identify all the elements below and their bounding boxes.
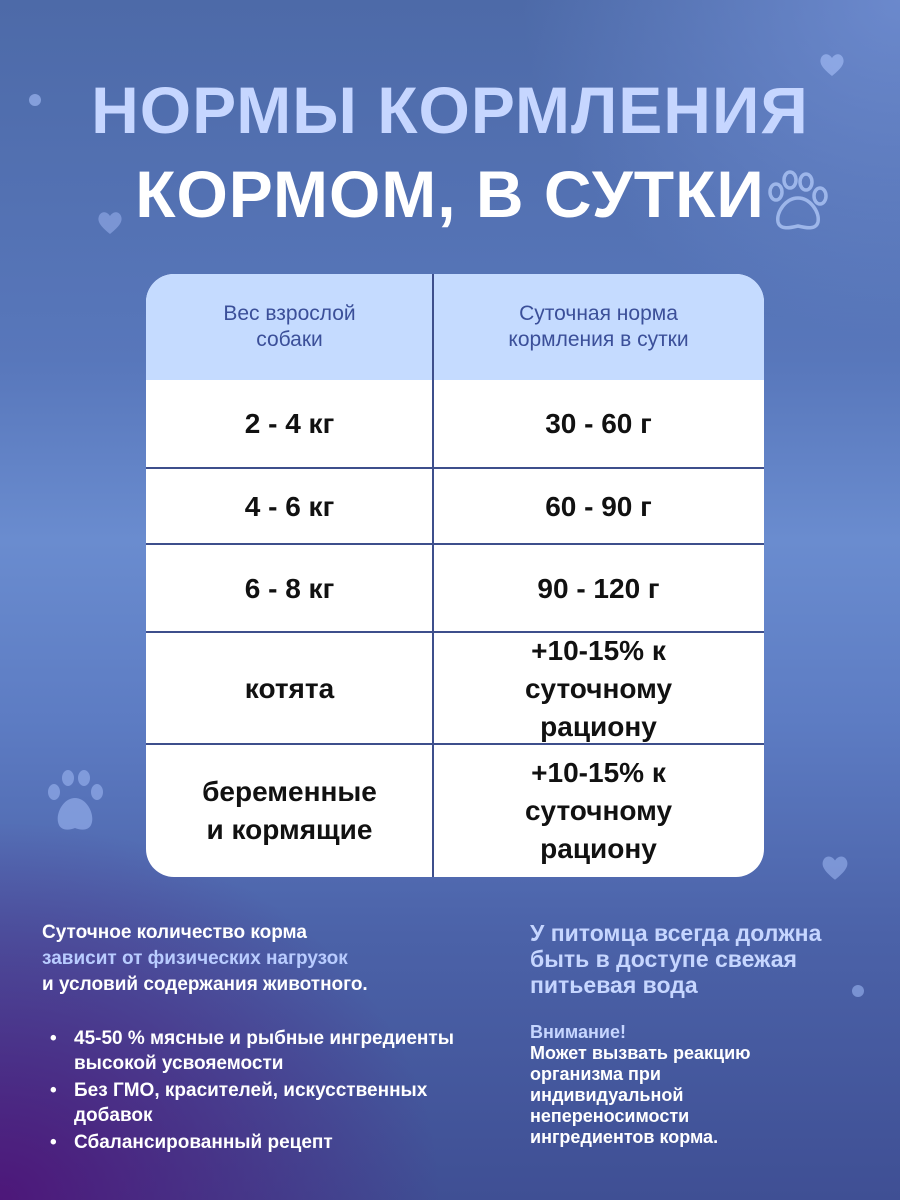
info-line-2: зависит от физических нагрузок [42,948,348,969]
row-4-norm: +10-15% к суточному рациону [524,634,673,742]
paw-icon [44,768,106,840]
row-1-norm: 30 - 60 г [545,408,652,439]
row-2-norm: 60 - 90 г [545,490,652,522]
header-norm: Суточная норма кормления в сутки [508,302,689,351]
row-3-weight: 6 - 8 кг [244,572,335,604]
info-line-1: Суточное количество корма [42,922,307,943]
feeding-info [42,920,462,1157]
dot-icon [28,93,42,107]
paw-icon [762,168,834,238]
row-2-weight: 4 - 6 кг [244,490,335,522]
list-item: • Без ГМО, красителей, искусственных добавок [42,1078,462,1128]
column-divider [432,274,434,877]
heart-icon [818,52,846,78]
row-4-weight: котята [244,672,335,704]
title-line-1: НОРМЫ КОРМЛЕНИЯ [91,73,809,147]
attention-text: Может вызвать реакцию организма при индивидуальной непереносимости ингредиентов корма. [530,1043,751,1147]
water-warning-info [530,920,870,1148]
row-5-weight: беременные и кормящие [202,776,377,845]
water-note: У питомца всегда должна быть в доступе свежая питьевая вода [530,920,822,998]
row-3-norm: 90 - 120 г [537,572,660,604]
table-header [146,274,764,380]
info-line-3: и условий содержания животного. [42,974,368,995]
title-line-2: КОРМОМ, В СУТКИ [135,157,765,231]
list-item: • 45-50 % мясные и рыбные ингредиенты высокой усвояемости [42,1026,462,1076]
row-5-norm: +10-15% к суточному рациону [524,757,673,864]
feature-list [42,1026,462,1155]
row-1-weight: 2 - 4 кг [244,408,335,439]
heart-icon [96,210,124,236]
feeding-table [146,274,764,877]
attention-label: Внимание! [530,1022,626,1042]
heart-icon [820,854,850,882]
header-weight: Вес взрослой собаки [223,302,356,351]
list-item: • Сбалансированный рецепт [42,1130,462,1155]
